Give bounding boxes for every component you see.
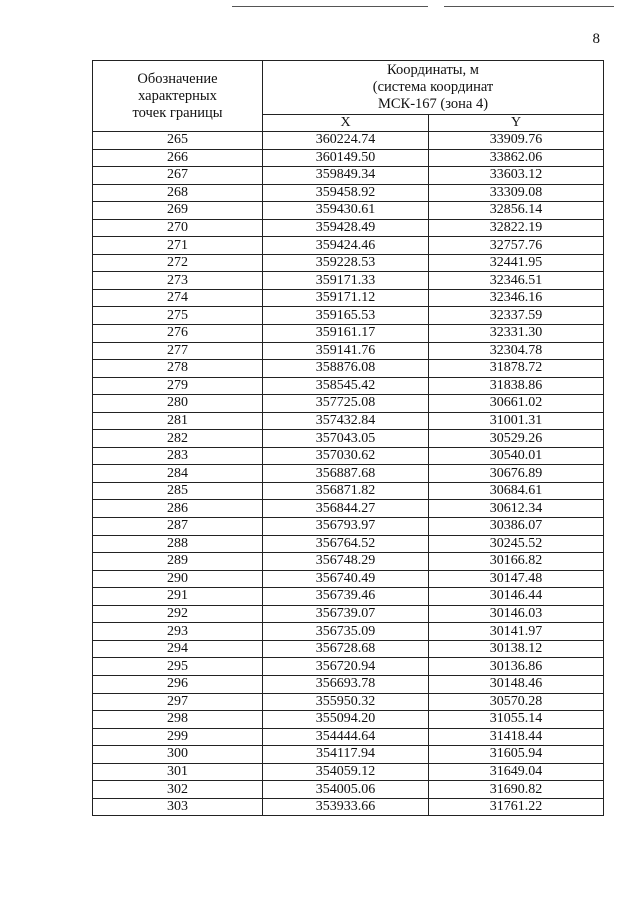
table-row	[93, 307, 604, 325]
header-coord-line: Координаты, м	[387, 61, 479, 78]
y-coordinate-cell: 32346.51	[429, 272, 604, 290]
table-row	[93, 605, 604, 623]
point-number-cell: 272	[93, 254, 263, 272]
table-row	[93, 763, 604, 781]
point-number-cell: 276	[93, 325, 263, 343]
table-row	[93, 430, 604, 448]
header-coord-line: МСК-167 (зона 4)	[377, 95, 489, 112]
x-coordinate-cell: 353933.66	[263, 798, 429, 816]
coordinates-table	[92, 60, 604, 816]
x-coordinate-cell: 354444.64	[263, 728, 429, 746]
y-coordinate-cell: 32441.95	[429, 254, 604, 272]
top-rule-right	[444, 6, 614, 7]
point-number-cell: 277	[93, 342, 263, 360]
point-number-cell: 280	[93, 395, 263, 413]
header-label-line: характерных	[138, 87, 217, 104]
table-row	[93, 746, 604, 764]
point-number-cell: 286	[93, 500, 263, 518]
y-coordinate-cell: 33309.08	[429, 184, 604, 202]
x-coordinate-cell: 357725.08	[263, 395, 429, 413]
y-coordinate-cell: 30136.86	[429, 658, 604, 676]
table-row	[93, 711, 604, 729]
point-number-cell: 293	[93, 623, 263, 641]
x-coordinate-cell: 359428.49	[263, 219, 429, 237]
table-row	[93, 482, 604, 500]
point-number-cell: 281	[93, 412, 263, 430]
table-row	[93, 658, 604, 676]
table-row	[93, 518, 604, 536]
y-coordinate-cell: 31055.14	[429, 711, 604, 729]
table-row	[93, 412, 604, 430]
y-coordinate-cell: 30146.03	[429, 605, 604, 623]
y-coordinate-cell: 31761.22	[429, 798, 604, 816]
x-coordinate-cell: 359165.53	[263, 307, 429, 325]
table-row	[93, 535, 604, 553]
x-coordinate-cell: 360149.50	[263, 149, 429, 167]
point-number-cell: 275	[93, 307, 263, 325]
table-row	[93, 623, 604, 641]
table-row	[93, 342, 604, 360]
table-row	[93, 149, 604, 167]
point-number-cell: 274	[93, 289, 263, 307]
point-number-cell: 283	[93, 447, 263, 465]
y-coordinate-cell: 32757.76	[429, 237, 604, 255]
y-coordinate-cell: 30529.26	[429, 430, 604, 448]
table-row	[93, 254, 604, 272]
table-row	[93, 202, 604, 220]
point-number-cell: 284	[93, 465, 263, 483]
header-label-line: точек границы	[132, 104, 223, 121]
header-label-line: Обозначение	[137, 70, 218, 87]
point-number-cell: 291	[93, 588, 263, 606]
x-coordinate-cell: 359849.34	[263, 167, 429, 185]
x-coordinate-cell: 356871.82	[263, 482, 429, 500]
table-row	[93, 553, 604, 571]
table-row	[93, 237, 604, 255]
y-coordinate-cell: 31838.86	[429, 377, 604, 395]
x-coordinate-cell: 359171.33	[263, 272, 429, 290]
y-coordinate-cell: 30166.82	[429, 553, 604, 571]
x-coordinate-cell: 356735.09	[263, 623, 429, 641]
y-coordinate-cell: 33862.06	[429, 149, 604, 167]
page-number: 8	[592, 31, 600, 47]
header-coord-line: (система координат	[372, 78, 494, 95]
table-row	[93, 781, 604, 799]
y-coordinate-cell: 30148.46	[429, 675, 604, 693]
x-coordinate-cell: 359141.76	[263, 342, 429, 360]
x-coordinate-cell: 355950.32	[263, 693, 429, 711]
point-number-cell: 299	[93, 728, 263, 746]
y-coordinate-cell: 32331.30	[429, 325, 604, 343]
y-coordinate-cell: 31649.04	[429, 763, 604, 781]
table-row	[93, 184, 604, 202]
x-coordinate-cell: 357043.05	[263, 430, 429, 448]
point-number-cell: 288	[93, 535, 263, 553]
x-coordinate-cell: 358876.08	[263, 360, 429, 378]
x-coordinate-cell: 357432.84	[263, 412, 429, 430]
y-coordinate-cell: 32856.14	[429, 202, 604, 220]
table-row	[93, 272, 604, 290]
table-row	[93, 465, 604, 483]
point-number-cell: 282	[93, 430, 263, 448]
x-coordinate-cell: 356739.07	[263, 605, 429, 623]
point-number-cell: 279	[93, 377, 263, 395]
header-x: X	[263, 114, 429, 131]
point-number-cell: 303	[93, 798, 263, 816]
point-number-cell: 294	[93, 640, 263, 658]
table-row	[93, 377, 604, 395]
point-number-cell: 292	[93, 605, 263, 623]
point-number-cell: 266	[93, 149, 263, 167]
x-coordinate-cell: 358545.42	[263, 377, 429, 395]
table-body	[93, 132, 604, 816]
point-number-cell: 302	[93, 781, 263, 799]
point-number-cell: 278	[93, 360, 263, 378]
table-row	[93, 500, 604, 518]
x-coordinate-cell: 359171.12	[263, 289, 429, 307]
y-coordinate-cell: 31418.44	[429, 728, 604, 746]
x-coordinate-cell: 356844.27	[263, 500, 429, 518]
y-coordinate-cell: 30386.07	[429, 518, 604, 536]
table-row	[93, 325, 604, 343]
x-coordinate-cell: 359424.46	[263, 237, 429, 255]
table-row	[93, 219, 604, 237]
point-number-cell: 287	[93, 518, 263, 536]
header-y: Y	[429, 114, 604, 131]
x-coordinate-cell: 356693.78	[263, 675, 429, 693]
x-coordinate-cell: 356720.94	[263, 658, 429, 676]
x-coordinate-cell: 356793.97	[263, 518, 429, 536]
table-row	[93, 728, 604, 746]
table-row	[93, 693, 604, 711]
point-number-cell: 300	[93, 746, 263, 764]
x-coordinate-cell: 356740.49	[263, 570, 429, 588]
y-coordinate-cell: 30138.12	[429, 640, 604, 658]
y-coordinate-cell: 30612.34	[429, 500, 604, 518]
table-row	[93, 640, 604, 658]
y-coordinate-cell: 32304.78	[429, 342, 604, 360]
x-coordinate-cell: 356748.29	[263, 553, 429, 571]
y-coordinate-cell: 32346.16	[429, 289, 604, 307]
y-coordinate-cell: 31001.31	[429, 412, 604, 430]
y-coordinate-cell: 30676.89	[429, 465, 604, 483]
x-coordinate-cell: 354005.06	[263, 781, 429, 799]
point-number-cell: 267	[93, 167, 263, 185]
point-number-cell: 289	[93, 553, 263, 571]
top-rule-left	[232, 6, 428, 7]
x-coordinate-cell: 356887.68	[263, 465, 429, 483]
point-number-cell: 290	[93, 570, 263, 588]
point-number-cell: 268	[93, 184, 263, 202]
table-row	[93, 132, 604, 150]
y-coordinate-cell: 32337.59	[429, 307, 604, 325]
point-number-cell: 298	[93, 711, 263, 729]
x-coordinate-cell: 359458.92	[263, 184, 429, 202]
y-coordinate-cell: 30661.02	[429, 395, 604, 413]
x-coordinate-cell: 355094.20	[263, 711, 429, 729]
table-row	[93, 570, 604, 588]
table-row	[93, 798, 604, 816]
point-number-cell: 273	[93, 272, 263, 290]
point-number-cell: 285	[93, 482, 263, 500]
y-coordinate-cell: 31690.82	[429, 781, 604, 799]
x-coordinate-cell: 354117.94	[263, 746, 429, 764]
table-row	[93, 167, 604, 185]
y-coordinate-cell: 33603.12	[429, 167, 604, 185]
x-coordinate-cell: 357030.62	[263, 447, 429, 465]
y-coordinate-cell: 30141.97	[429, 623, 604, 641]
header-point-label	[93, 61, 263, 132]
point-number-cell: 270	[93, 219, 263, 237]
x-coordinate-cell: 359430.61	[263, 202, 429, 220]
point-number-cell: 295	[93, 658, 263, 676]
x-coordinate-cell: 360224.74	[263, 132, 429, 150]
y-coordinate-cell: 31605.94	[429, 746, 604, 764]
table-row	[93, 360, 604, 378]
table-row	[93, 289, 604, 307]
point-number-cell: 265	[93, 132, 263, 150]
x-coordinate-cell: 354059.12	[263, 763, 429, 781]
x-coordinate-cell: 356739.46	[263, 588, 429, 606]
y-coordinate-cell: 31878.72	[429, 360, 604, 378]
x-coordinate-cell: 356764.52	[263, 535, 429, 553]
table-row	[93, 447, 604, 465]
table-row	[93, 675, 604, 693]
y-coordinate-cell: 30146.44	[429, 588, 604, 606]
point-number-cell: 269	[93, 202, 263, 220]
x-coordinate-cell: 359161.17	[263, 325, 429, 343]
y-coordinate-cell: 33909.76	[429, 132, 604, 150]
x-coordinate-cell: 359228.53	[263, 254, 429, 272]
y-coordinate-cell: 32822.19	[429, 219, 604, 237]
y-coordinate-cell: 30245.52	[429, 535, 604, 553]
table-row	[93, 395, 604, 413]
point-number-cell: 296	[93, 675, 263, 693]
point-number-cell: 271	[93, 237, 263, 255]
header-coordinates	[263, 61, 604, 115]
y-coordinate-cell: 30147.48	[429, 570, 604, 588]
x-coordinate-cell: 356728.68	[263, 640, 429, 658]
table-row	[93, 588, 604, 606]
y-coordinate-cell: 30570.28	[429, 693, 604, 711]
point-number-cell: 297	[93, 693, 263, 711]
y-coordinate-cell: 30540.01	[429, 447, 604, 465]
point-number-cell: 301	[93, 763, 263, 781]
y-coordinate-cell: 30684.61	[429, 482, 604, 500]
